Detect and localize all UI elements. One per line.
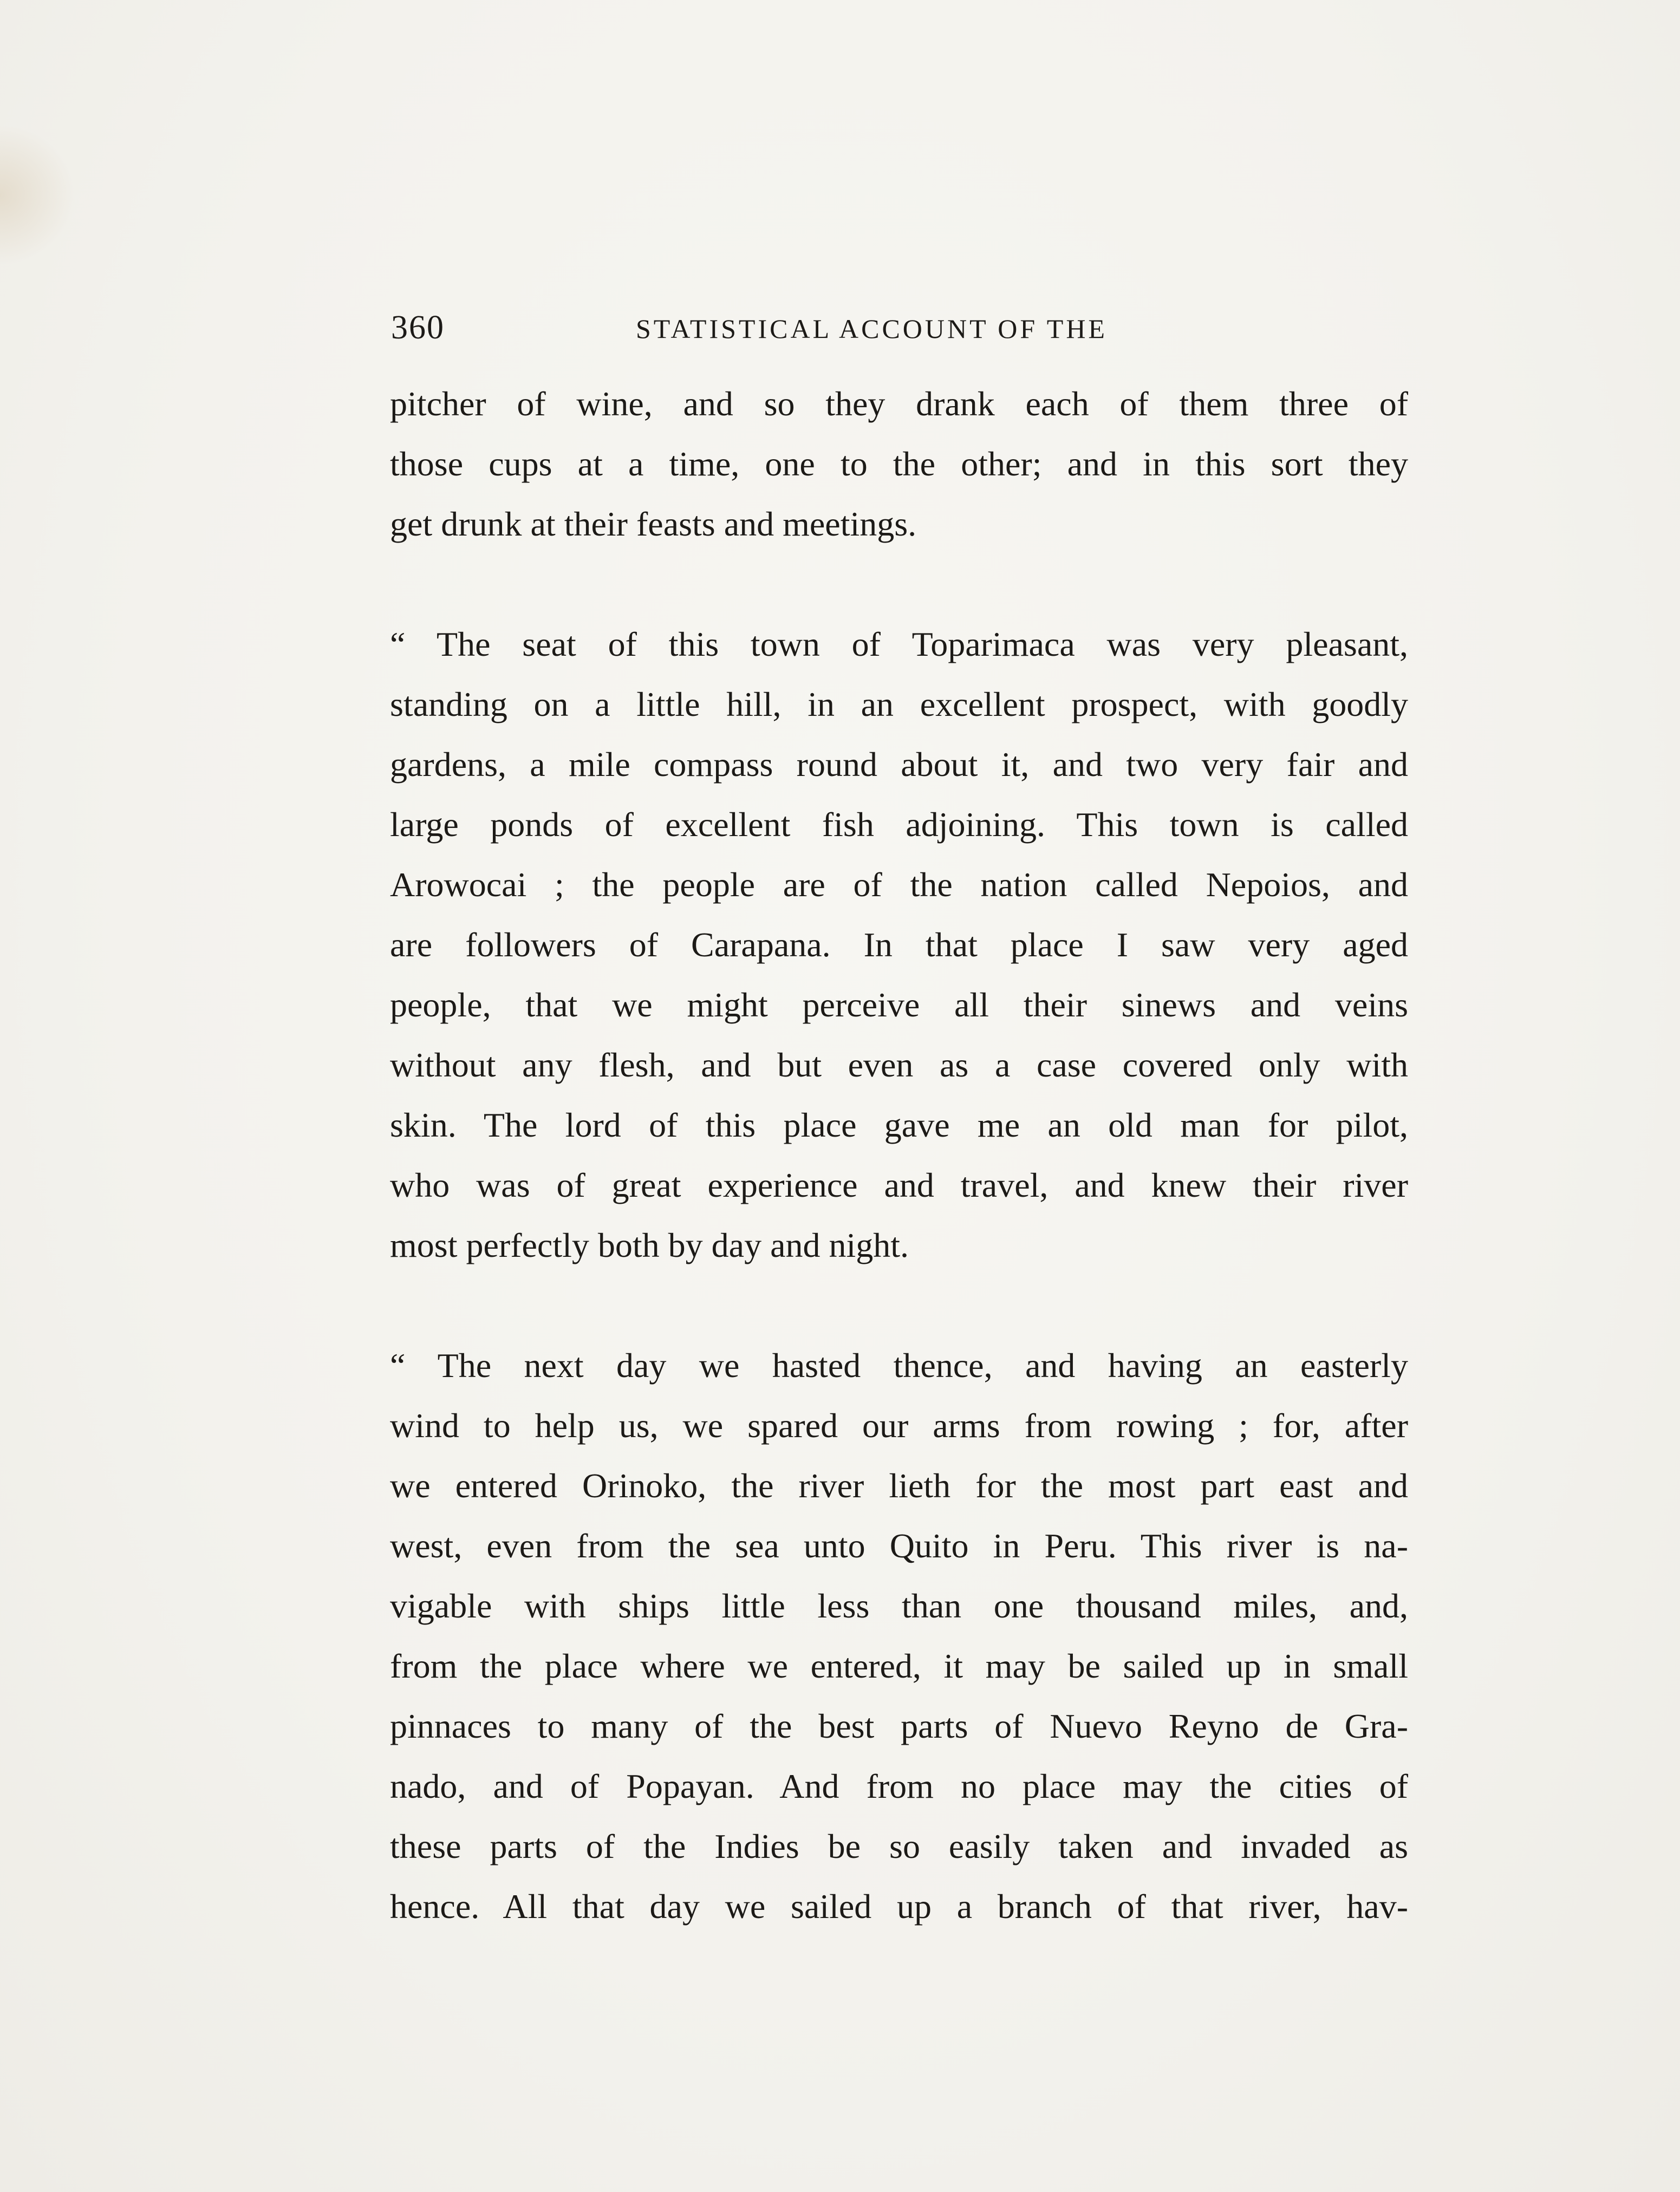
text-line: most perfectly both by day and night.: [390, 1226, 909, 1264]
text-line: people, that we might perceive all their sinews and veins: [390, 986, 1408, 1024]
text-line: who was of great experience and travel, and knew their river: [390, 1166, 1408, 1204]
text-line: get drunk at their feasts and meetings.: [390, 505, 917, 543]
page-number: 360: [391, 309, 445, 346]
text-line: Arowocai ; the people are of the nation called Nepoios, and: [390, 865, 1408, 904]
text-line: are followers of Carapana. In that place I saw very aged: [390, 925, 1408, 964]
text-line: “ The next day we hasted thence, and having an easterly: [390, 1346, 1408, 1385]
text-line: without any flesh, and but even as a case covered only with: [390, 1046, 1408, 1084]
text-line: nado, and of Popayan. And from no place may the cities of: [390, 1767, 1408, 1805]
page-stain: [0, 125, 76, 265]
page-header: [391, 309, 1409, 357]
running-head: STATISTICAL ACCOUNT OF THE: [636, 314, 1108, 344]
text-line: we entered Orinoko, the river lieth for the most part east and: [390, 1466, 1408, 1505]
text-line: pinnaces to many of the best parts of Nuevo Reyno de Gra-: [390, 1707, 1408, 1745]
paragraph: [390, 1335, 1408, 1936]
text-line: vigable with ships little less than one thousand miles, and,: [390, 1587, 1408, 1625]
text-line: large ponds of excellent fish adjoining. This town is called: [390, 805, 1408, 844]
text-line: standing on a little hill, in an excellent prospect, with goodly: [390, 685, 1408, 723]
text-line: hence. All that day we sailed up a branch of that river, hav-: [390, 1887, 1408, 1926]
paragraph: [390, 614, 1408, 1275]
text-line: these parts of the Indies be so easily taken and invaded as: [390, 1827, 1408, 1865]
text-line: pitcher of wine, and so they drank each of them three of: [390, 384, 1408, 423]
text-line: wind to help us, we spared our arms from rowing ; for, after: [390, 1406, 1408, 1445]
text-line: skin. The lord of this place gave me an old man for pilot,: [390, 1106, 1408, 1144]
text-line: from the place where we entered, it may be sailed up in small: [390, 1647, 1408, 1685]
body-text: [390, 374, 1408, 1936]
text-line: gardens, a mile compass round about it, and two very fair and: [390, 745, 1408, 784]
text-line: those cups at a time, one to the other; and in this sort they: [390, 445, 1408, 483]
paragraph: [390, 374, 1408, 554]
text-line: west, even from the sea unto Quito in Peru. This river is na-: [390, 1526, 1408, 1565]
text-line: “ The seat of this town of Toparimaca was very pleasant,: [390, 625, 1408, 663]
